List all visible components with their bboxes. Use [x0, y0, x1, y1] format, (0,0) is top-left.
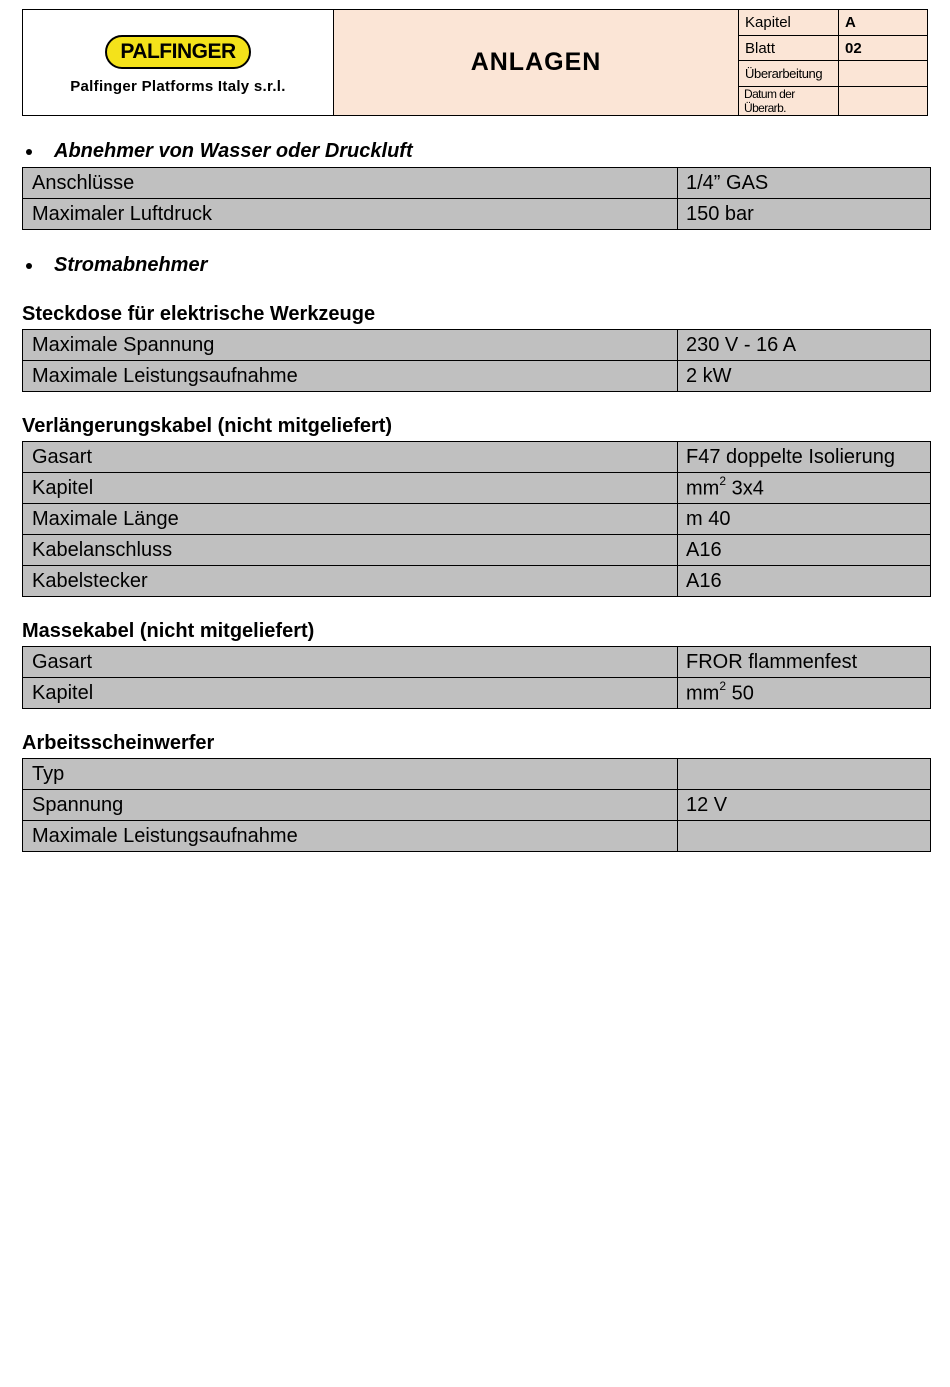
row-value [678, 678, 931, 709]
value-number: 3x4 [726, 477, 764, 500]
meta-row-revision [739, 61, 927, 87]
meta-label: Überarbeitung [739, 61, 839, 86]
row-label: Anschlüsse [23, 168, 678, 199]
meta-value: A [845, 13, 856, 31]
palfinger-logo [105, 35, 251, 69]
bullet-icon [26, 263, 32, 269]
table-row [23, 821, 931, 852]
section-title: Abnehmer von Wasser oder Druckluft [54, 140, 413, 162]
row-label: Maximale Leistungsaufnahme [23, 821, 678, 852]
table-row [23, 535, 931, 566]
document-title: ANLAGEN [470, 48, 602, 76]
value-superscript: 2 [719, 473, 727, 488]
meta-value [839, 61, 927, 86]
value-superscript: 2 [719, 678, 727, 693]
document-meta [739, 10, 927, 115]
meta-row-kapitel [739, 10, 927, 36]
section-bullet-power [22, 254, 207, 277]
section-heading-ground: Massekabel (nicht mitgeliefert) [22, 620, 315, 642]
row-value: A16 [678, 535, 931, 566]
row-value [678, 473, 931, 504]
table-ground [22, 646, 931, 709]
row-value [678, 821, 931, 852]
meta-row-revision-date [739, 87, 927, 115]
table-row [23, 473, 931, 504]
value-unit: mm [686, 682, 720, 705]
row-label: Kapitel [23, 473, 678, 504]
meta-value: 02 [845, 39, 862, 57]
table-row [23, 647, 931, 678]
table-row [23, 759, 931, 790]
row-label: Maximaler Luftdruck [23, 199, 678, 230]
value-number: 50 [726, 682, 754, 705]
row-value: 230 V - 16 A [678, 330, 931, 361]
table-row [23, 442, 931, 473]
meta-label: Datum der Überarb. [739, 87, 839, 115]
page-header [22, 9, 928, 116]
row-value: 150 bar [678, 199, 931, 230]
row-label: Maximale Leistungsaufnahme [23, 361, 678, 392]
row-value: 2 kW [678, 361, 931, 392]
table-row [23, 504, 931, 535]
row-value: 1/4” GAS [678, 168, 931, 199]
logo-area [23, 10, 334, 115]
row-value: 12 V [678, 790, 931, 821]
table-socket [22, 329, 931, 392]
row-label: Gasart [23, 647, 678, 678]
row-label: Typ [23, 759, 678, 790]
section-title: Stromabnehmer [54, 254, 208, 276]
row-label: Maximale Spannung [23, 330, 678, 361]
meta-row-blatt [739, 36, 927, 62]
table-row [23, 678, 931, 709]
row-label: Kabelstecker [23, 566, 678, 597]
table-extension [22, 441, 931, 597]
section-bullet-water [22, 140, 413, 163]
table-worklight [22, 758, 931, 852]
table-water [22, 167, 931, 230]
row-value: FROR flammenfest [678, 647, 931, 678]
row-label: Kabelanschluss [23, 535, 678, 566]
row-label: Gasart [23, 442, 678, 473]
company-name: Palfinger Platforms Italy s.r.l. [70, 77, 286, 95]
logo-text: PALFINGER [120, 39, 236, 63]
table-row [23, 330, 931, 361]
table-row [23, 790, 931, 821]
meta-label: Blatt [739, 36, 839, 61]
table-row [23, 168, 931, 199]
row-value: F47 doppelte Isolierung [678, 442, 931, 473]
section-heading-worklight: Arbeitsscheinwerfer [22, 732, 215, 754]
meta-value [839, 87, 927, 115]
meta-label: Kapitel [739, 10, 839, 35]
document-title-cell [334, 10, 739, 115]
table-row [23, 199, 931, 230]
section-heading-socket: Steckdose für elektrische Werkzeuge [22, 303, 376, 325]
row-value: m 40 [678, 504, 931, 535]
row-value [678, 759, 931, 790]
section-heading-extension: Verlängerungskabel (nicht mitgeliefert) [22, 415, 393, 437]
row-label: Maximale Länge [23, 504, 678, 535]
value-unit: mm [686, 477, 720, 500]
row-label: Kapitel [23, 678, 678, 709]
row-label: Spannung [23, 790, 678, 821]
table-row [23, 566, 931, 597]
bullet-icon [26, 149, 32, 155]
row-value: A16 [678, 566, 931, 597]
table-row [23, 361, 931, 392]
